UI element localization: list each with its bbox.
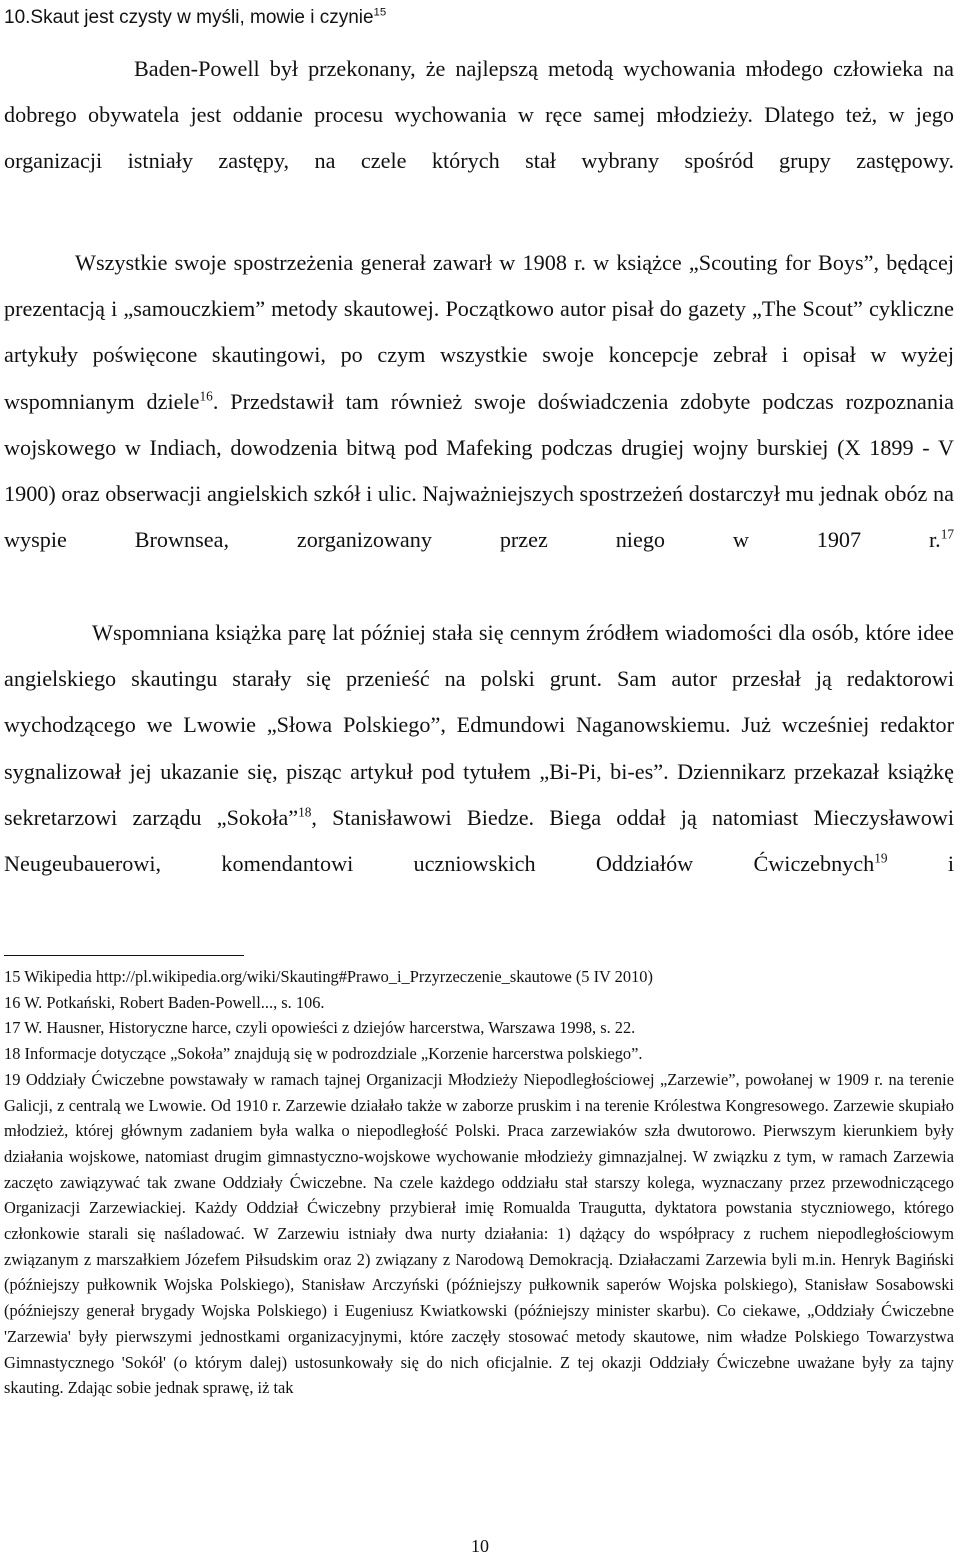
paragraph-3-text-a: Wspomniana książka parę lat później stała się cennym źródłem wiadomości dla osób, które idee angielskiego skautingu starały się przenieść na polski grunt. Sam autor przesłał ją redaktorowi wychodzącego we Lwowie „Słowa Polskiego”, Edmundowi Naganowskiemu. Już wcześniej redaktor sygnalizował jej ukazanie się, pisząc artykuł pod tytułem „Bi-Pi, bi-es”. Dziennikarz przekazał książkę sekretarzowi zarządu „Sokoła” xyxy=(4,620,954,830)
paragraph-2 xyxy=(4,240,954,563)
footnote-ref-16: 16 xyxy=(199,388,213,404)
footnote-ref-19: 19 xyxy=(874,850,888,866)
paragraph-3-text-b: , Stanisławowi Biedze. Biega oddał ją natomiast Mieczysławowi Neugeubauerowi, komendantowi uczniowskich Oddziałów Ćwiczebnych xyxy=(4,804,954,877)
footnote-18: 18 Informacje dotyczące „Sokoła” znajdują się w podrozdziale „Korzenie harcerstwa polskiego”. xyxy=(4,1044,643,1064)
page-number: 10 xyxy=(471,1536,489,1556)
footnote-16: 16 W. Potkański, Robert Baden-Powell..., s. 106. xyxy=(4,992,325,1012)
paragraph-1 xyxy=(4,46,954,185)
paragraph-2-text-b: . Przedstawił tam również swoje doświadczenia zdobyte podczas rozpoznania wojskowego w Indiach, dowodzenia bitwą pod Mafeking podczas drugiej wojny burskiej (X 1899 - V 1900) oraz obserwacji angielskich szkół i ulic. Najważniejszych spostrzeżeń dostarczył mu jednak obóz na wyspie Brownsea, zorganizowany przez niego w 1907 r. xyxy=(4,388,955,553)
footnote-15: 15 Wikipedia http://pl.wikipedia.org/wiki/Skauting#Prawo_i_Przyrzeczenie_skautowe (5 IV 2010) xyxy=(4,967,653,986)
heading-text: 10.Skaut jest czysty w myśli, mowie i czynie xyxy=(4,7,374,28)
section-heading xyxy=(4,6,386,30)
footnotes xyxy=(4,964,954,1401)
footnote-17: 17 W. Hausner, Historyczne harce, czyli opowieści z dziejów harcerstwa, Warszawa 1998, s. 22. xyxy=(4,1018,636,1038)
footnote-ref-17: 17 xyxy=(940,526,954,542)
paragraph-2-text-a: Wszystkie swoje spostrzeżenia generał zawarł w 1908 r. w książce „Scouting for Boys”, będącej prezentacją i „samouczkiem” metody skautowej. Początkowo autor pisał do gazety „The Scout” cykliczne artykuły poświęcone skautingowi, po czym wszystkie swoje koncepcje zebrał i opisał w wyżej wspomnianym dziele xyxy=(4,250,954,414)
footnote-separator xyxy=(4,955,244,956)
footnote-ref-18: 18 xyxy=(298,804,312,820)
paragraph-3-text-c: i xyxy=(887,851,954,877)
paragraph-1-text: Baden-Powell był przekonany, że najlepszą metodą wychowania młodego człowieka na dobrego obywatela jest oddanie procesu wychowania w ręce samej młodzieży. Dlatego też, w jego organizacji istniały zastępy, na czele których stał wybrany spośród grupy zastępowy. xyxy=(4,56,954,174)
footnote-ref-15: 15 xyxy=(373,6,387,19)
paragraph-3 xyxy=(4,610,954,887)
footnote-19: 19 Oddziały Ćwiczebne powstawały w ramach tajnej Organizacji Młodzieży Niepodległościowej „Zarzewie”, powołanej w 1909 r. na terenie Galicji, z centralą we Lwowie. Od 1910 r. Zarzewie działało także w zaborze pruskim i na terenie Królestwa Kongresowego. Zarzewie skupiało młodzież, której głównym zadaniem była walka o niepodległość Polski. Praca zarzewiaków szła dwutorowo. Pierwszym kierunkiem były działania wojskowe, natomiast drugim gimnastyczno-wojskowe wychowanie młodzieży gimnazjalnej. W związku z tym, w ramach Zarzewia zaczęto zawiązywać tak zwane Oddziały Ćwiczebne. Na czele każdego oddziału stał starszy kolega, wyznaczany przez przewodniczącego Organizacji Zarzewiackiej. Każdy Oddział Ćwiczebny przybierał imię Romualda Traugutta, dyktatora powstania styczniowego, którego członkowie starali się naśladować. W Zarzewiu istniały dwa nurty działania: 1) dążący do współpracy z ruchem niepodległościowym związanym z marszałkiem Józefem Piłsudskim oraz 2) związany z Narodową Demokracją. Działaczami Zarzewia byli m.in. Henryk Bagiński (późniejszy pułkownik Wojska Polskiego), Stanisław Arczyński (późniejszy pułkownik saperów Wojska polskiego), Stanisław Sosabowski (późniejszy generał brygady Wojska Polskiego) i Eugeniusz Kwiatkowski (późniejszy minister skarbu). Co ciekawe, „Oddziały Ćwiczebne 'Zarzewia' były pierwszymi jednostkami organizacyjnymi, które zaczęły stosować metody skautowe, nim władze Polskiego Towarzystwa Gimnastycznego 'Sokół' (o którym dalej) ustosunkowały się do nich oficjalnie. Z tej okazji Oddziały Ćwiczebne uważane były za tajny skauting. Zdając sobie jednak sprawę, iż tak xyxy=(4,1069,954,1398)
